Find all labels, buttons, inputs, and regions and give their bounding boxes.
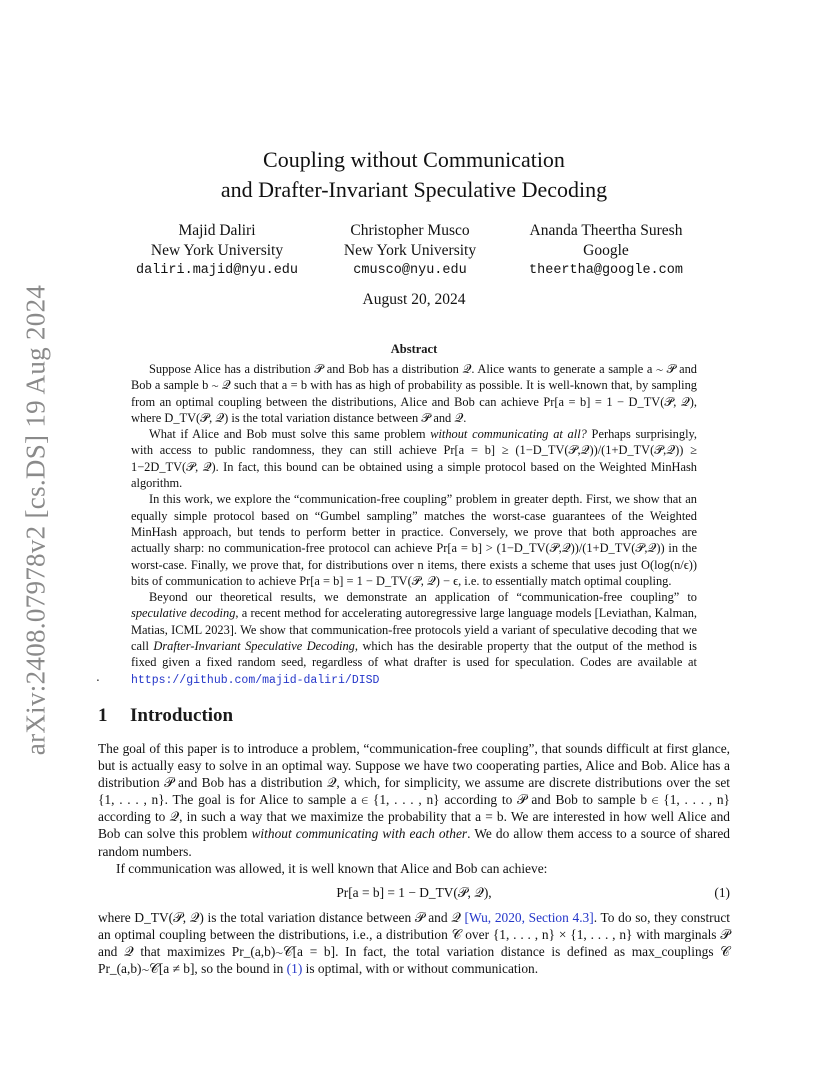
abstract-paragraph-3: In this work, we explore the “communication-free coupling” problem in greater depth. First, we show that an equally simple protocol based on “Gumbel sampling” matches the worst-case guarantees of the Weighted MinHash approach, but tends to perform better in practice. Conversely, we prove that both approaches are actually sharp: no communication-free protocol can achieve Pr[a = b] > (1−D_TV(𝒫,𝒬))/(1+D_TV(𝒫,𝒬)) in the worst-case. Finally, we prove that, for distributions over n items, there exists a scheme that uses just O(log(n/ϵ)) bits of communication to achieve Pr[a = b] = 1 − D_TV(𝒫, 𝒬) − ϵ, i.e. to essentially match optimal coupling. <box>131 492 697 588</box>
abstract-paragraph-1: Suppose Alice has a distribution 𝒫 and Bob has a distribution 𝒬. Alice wants to generate a sample a ∼ 𝒫 and Bob a sample b ∼ 𝒬 such that a = b with has as high of probability as possible. It is well-known that, by sampling from an optimal coupling between the distributions, Alice and Bob can achieve Pr[a = b] = 1 − D_TV(𝒫, 𝒬), where D_TV(𝒫, 𝒬) is the total variation distance between 𝒫 and 𝒬. <box>131 362 697 425</box>
author-2 <box>310 221 510 281</box>
equation-number: (1) <box>714 884 730 900</box>
section-heading <box>98 705 233 727</box>
title-line-1: Coupling without Communication <box>263 147 565 172</box>
code-link[interactable]: https://github.com/majid-daliri/DISD <box>131 673 380 687</box>
author-affiliation: New York University <box>150 242 284 259</box>
intro-paragraph-3: where D_TV(𝒫, 𝒬) is the total variation distance between 𝒫 and 𝒬 [Wu, 2020, Section 4.3]. To do so, they construct an optimal coupling between the distributions, i.e., a distribution 𝒞 over {1, . . . , n} × {1, . . . , n} with marginals 𝒫 and 𝒬 that maximizes Pr_(a,b)∼𝒞[a = b]. In fact, the total variation distance is defined as max_couplings 𝒞 Pr_(a,b)∼𝒞[a ≠ b], so the bound in (1) is optimal, with or without communication. <box>98 909 730 977</box>
title-line-2: and Drafter-Invariant Speculative Decoding <box>220 177 608 202</box>
author-email: theertha@google.com <box>529 263 683 278</box>
abstract-body <box>131 361 697 689</box>
author-affiliation: New York University <box>343 242 477 259</box>
paper-title <box>0 145 828 205</box>
abstract-paragraph-2: What if Alice and Bob must solve this same problem without communicating at all? Perhaps surprisingly, with access to public randomness, they can still achieve Pr[a = b] ≥ (1−D_TV(𝒫,𝒬))/(1+D_TV(𝒫,𝒬)) ≥ 1−2D_TV(𝒫, 𝒬). In fact, this bound can be obtained using a simple protocol based on the Weighted MinHash algorithm. <box>131 427 698 491</box>
author-email: daliri.majid@nyu.edu <box>135 263 299 278</box>
author-name: Majid Daliri <box>178 222 256 239</box>
abstract-paragraph-4: Beyond our theoretical results, we demonstrate an application of “communication-free coupling” to speculative decoding, a recent method for accelerating autoregressive large language models [Leviathan, Kalman, Matias, ICML 2023]. We show that communication-free protocols yield a variant of speculative decoding that we call Drafter-Invariant Speculative Decoding, which has the desirable property that the output of the method is fixed given a fixed random seed, regardless of what drafter is used for speculation. Codes are available at https://github.com/majid-daliri/DISD <box>131 590 698 687</box>
arxiv-stamp: arXiv:2408.07978v2 [cs.DS] 19 Aug 2024 <box>20 284 51 756</box>
abstract-heading: Abstract <box>390 342 438 356</box>
intro-paragraph-1: The goal of this paper is to introduce a problem, “communication-free coupling”, that sounds difficult at first glance, but is actually easy to solve in an optimal way. Suppose we have two cooperating parties, Alice and Bob. Alice has a distribution 𝒫 and Bob has a distribution 𝒬, which, for simplicity, we assume are discrete distributions over the set {1, . . . , n}. The goal is for Alice to sample a ∈ {1, . . . , n} according to 𝒫 and Bob to sample b ∈ {1, . . . , n} according to 𝒬, in such a way that we maximize the probability that a = b. We are interested in how well Alice and Bob can solve this problem without communicating with each other. We do allow them access to a source of shared random numbers. <box>98 741 730 859</box>
equation-1 <box>98 877 730 909</box>
equation-ref-link[interactable]: (1) <box>286 961 303 977</box>
author-1 <box>117 221 317 281</box>
publication-date: August 20, 2024 <box>362 291 466 308</box>
author-affiliation: Google <box>583 242 629 259</box>
section-number: 1 <box>98 705 108 726</box>
intro-paragraph-2: If communication was allowed, it is well known that Alice and Bob can achieve: <box>116 860 548 876</box>
author-name: Ananda Theertha Suresh <box>529 222 683 239</box>
equation-text: Pr[a = b] = 1 − D_TV(𝒫, 𝒬), <box>336 884 492 900</box>
citation-link[interactable]: [Wu, 2020, Section 4.3] <box>464 909 594 925</box>
author-3 <box>506 221 706 281</box>
author-email: cmusco@nyu.edu <box>353 263 467 278</box>
author-name: Christopher Musco <box>350 222 470 239</box>
intro-body <box>98 740 730 977</box>
stray-dot: . <box>96 670 100 684</box>
section-title: Introduction <box>130 705 234 726</box>
